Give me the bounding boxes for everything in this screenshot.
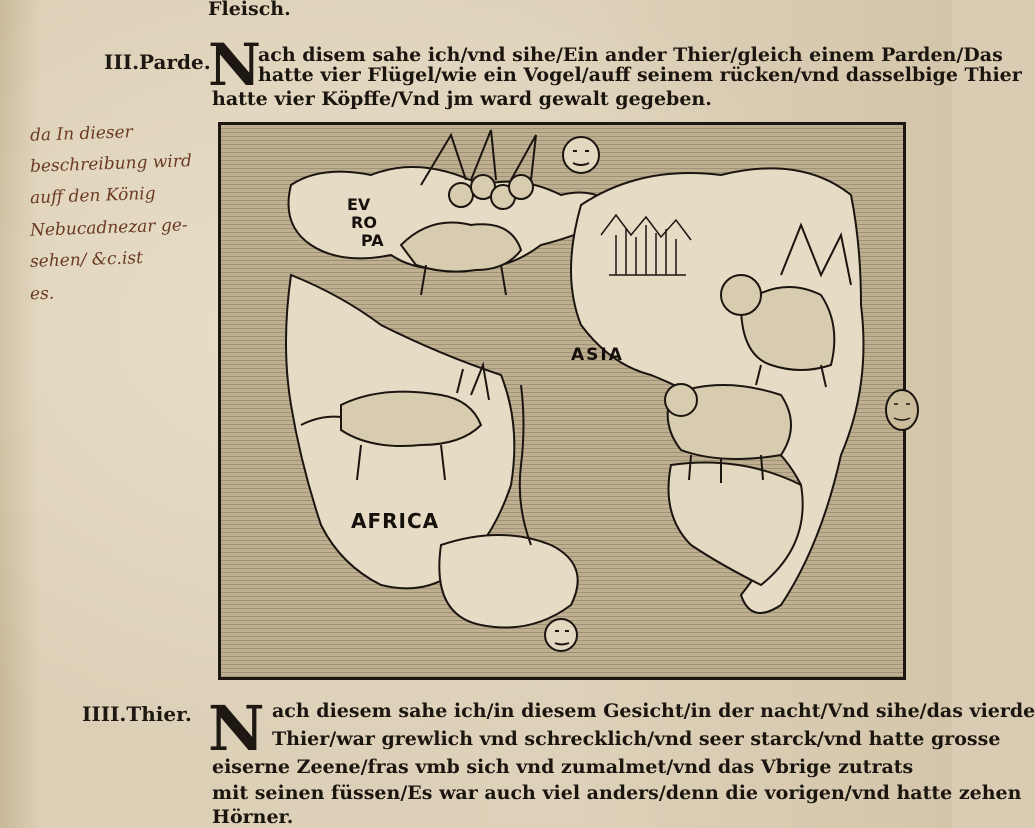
margin-label-four: IIII.Thier. bbox=[82, 702, 192, 726]
southern-island bbox=[439, 535, 577, 628]
section-four-line-2: Thier/war grewlich vnd schrecklich/vnd seer starck/vnd hatte grosse bbox=[272, 728, 1001, 750]
margin-label-three: III.Parde. bbox=[104, 50, 211, 74]
section-three-line-1: ach disem sahe ich/vnd sihe/Ein ander Thier/gleich einem Parden/Das bbox=[258, 44, 1003, 66]
section-four-line-4: mit seinen füssen/Es war auch viel anders/denn die vorigen/vnd hatte zehen bbox=[212, 782, 1022, 804]
section-three-line-3: hatte vier Köpffe/Vnd jm ward gewalt gegeben. bbox=[212, 88, 712, 110]
drop-cap-section-four: N bbox=[208, 692, 265, 765]
top-text-fragment: Fleisch. bbox=[208, 0, 291, 20]
section-three-line-2: hatte vier Flügel/wie ein Vogel/auff seinem rücken/vnd dasselbige Thier bbox=[258, 64, 1022, 86]
map-drawing bbox=[221, 125, 903, 677]
map-label-africa: AFRICA bbox=[351, 509, 440, 533]
woodcut-map-illustration bbox=[218, 122, 906, 680]
wind-face-bottom bbox=[545, 619, 577, 651]
handwritten-note-line-4: Nebucadnezar ge- bbox=[29, 215, 188, 241]
map-label-europa-2: RO bbox=[351, 213, 377, 232]
drop-cap-section-three: N bbox=[208, 31, 262, 99]
map-label-asia: ASIA bbox=[571, 345, 624, 365]
section-four-line-5: Hörner. bbox=[212, 806, 294, 828]
handwritten-note-line-6: es. bbox=[29, 283, 55, 305]
section-four-line-1: ach diesem sahe ich/in diesem Gesicht/in der nacht/Vnd sihe/das vierde bbox=[272, 700, 1035, 722]
handwritten-note-line-1: da In dieser bbox=[29, 122, 134, 146]
map-label-europa-3: PA bbox=[361, 231, 384, 250]
map-label-europa-1: EV bbox=[347, 195, 371, 214]
wind-face-top bbox=[563, 137, 599, 173]
handwritten-note-line-5: sehen/ &c.ist bbox=[29, 248, 144, 272]
handwritten-note-line-2: beschreibung wird bbox=[29, 151, 193, 177]
handwritten-note-line-3: auff den König bbox=[29, 183, 156, 209]
section-four-line-3: eiserne Zeene/fras vmb sich vnd zumalmet/vnd das Vbrige zutrats bbox=[212, 756, 914, 778]
wind-head-right bbox=[880, 382, 924, 442]
